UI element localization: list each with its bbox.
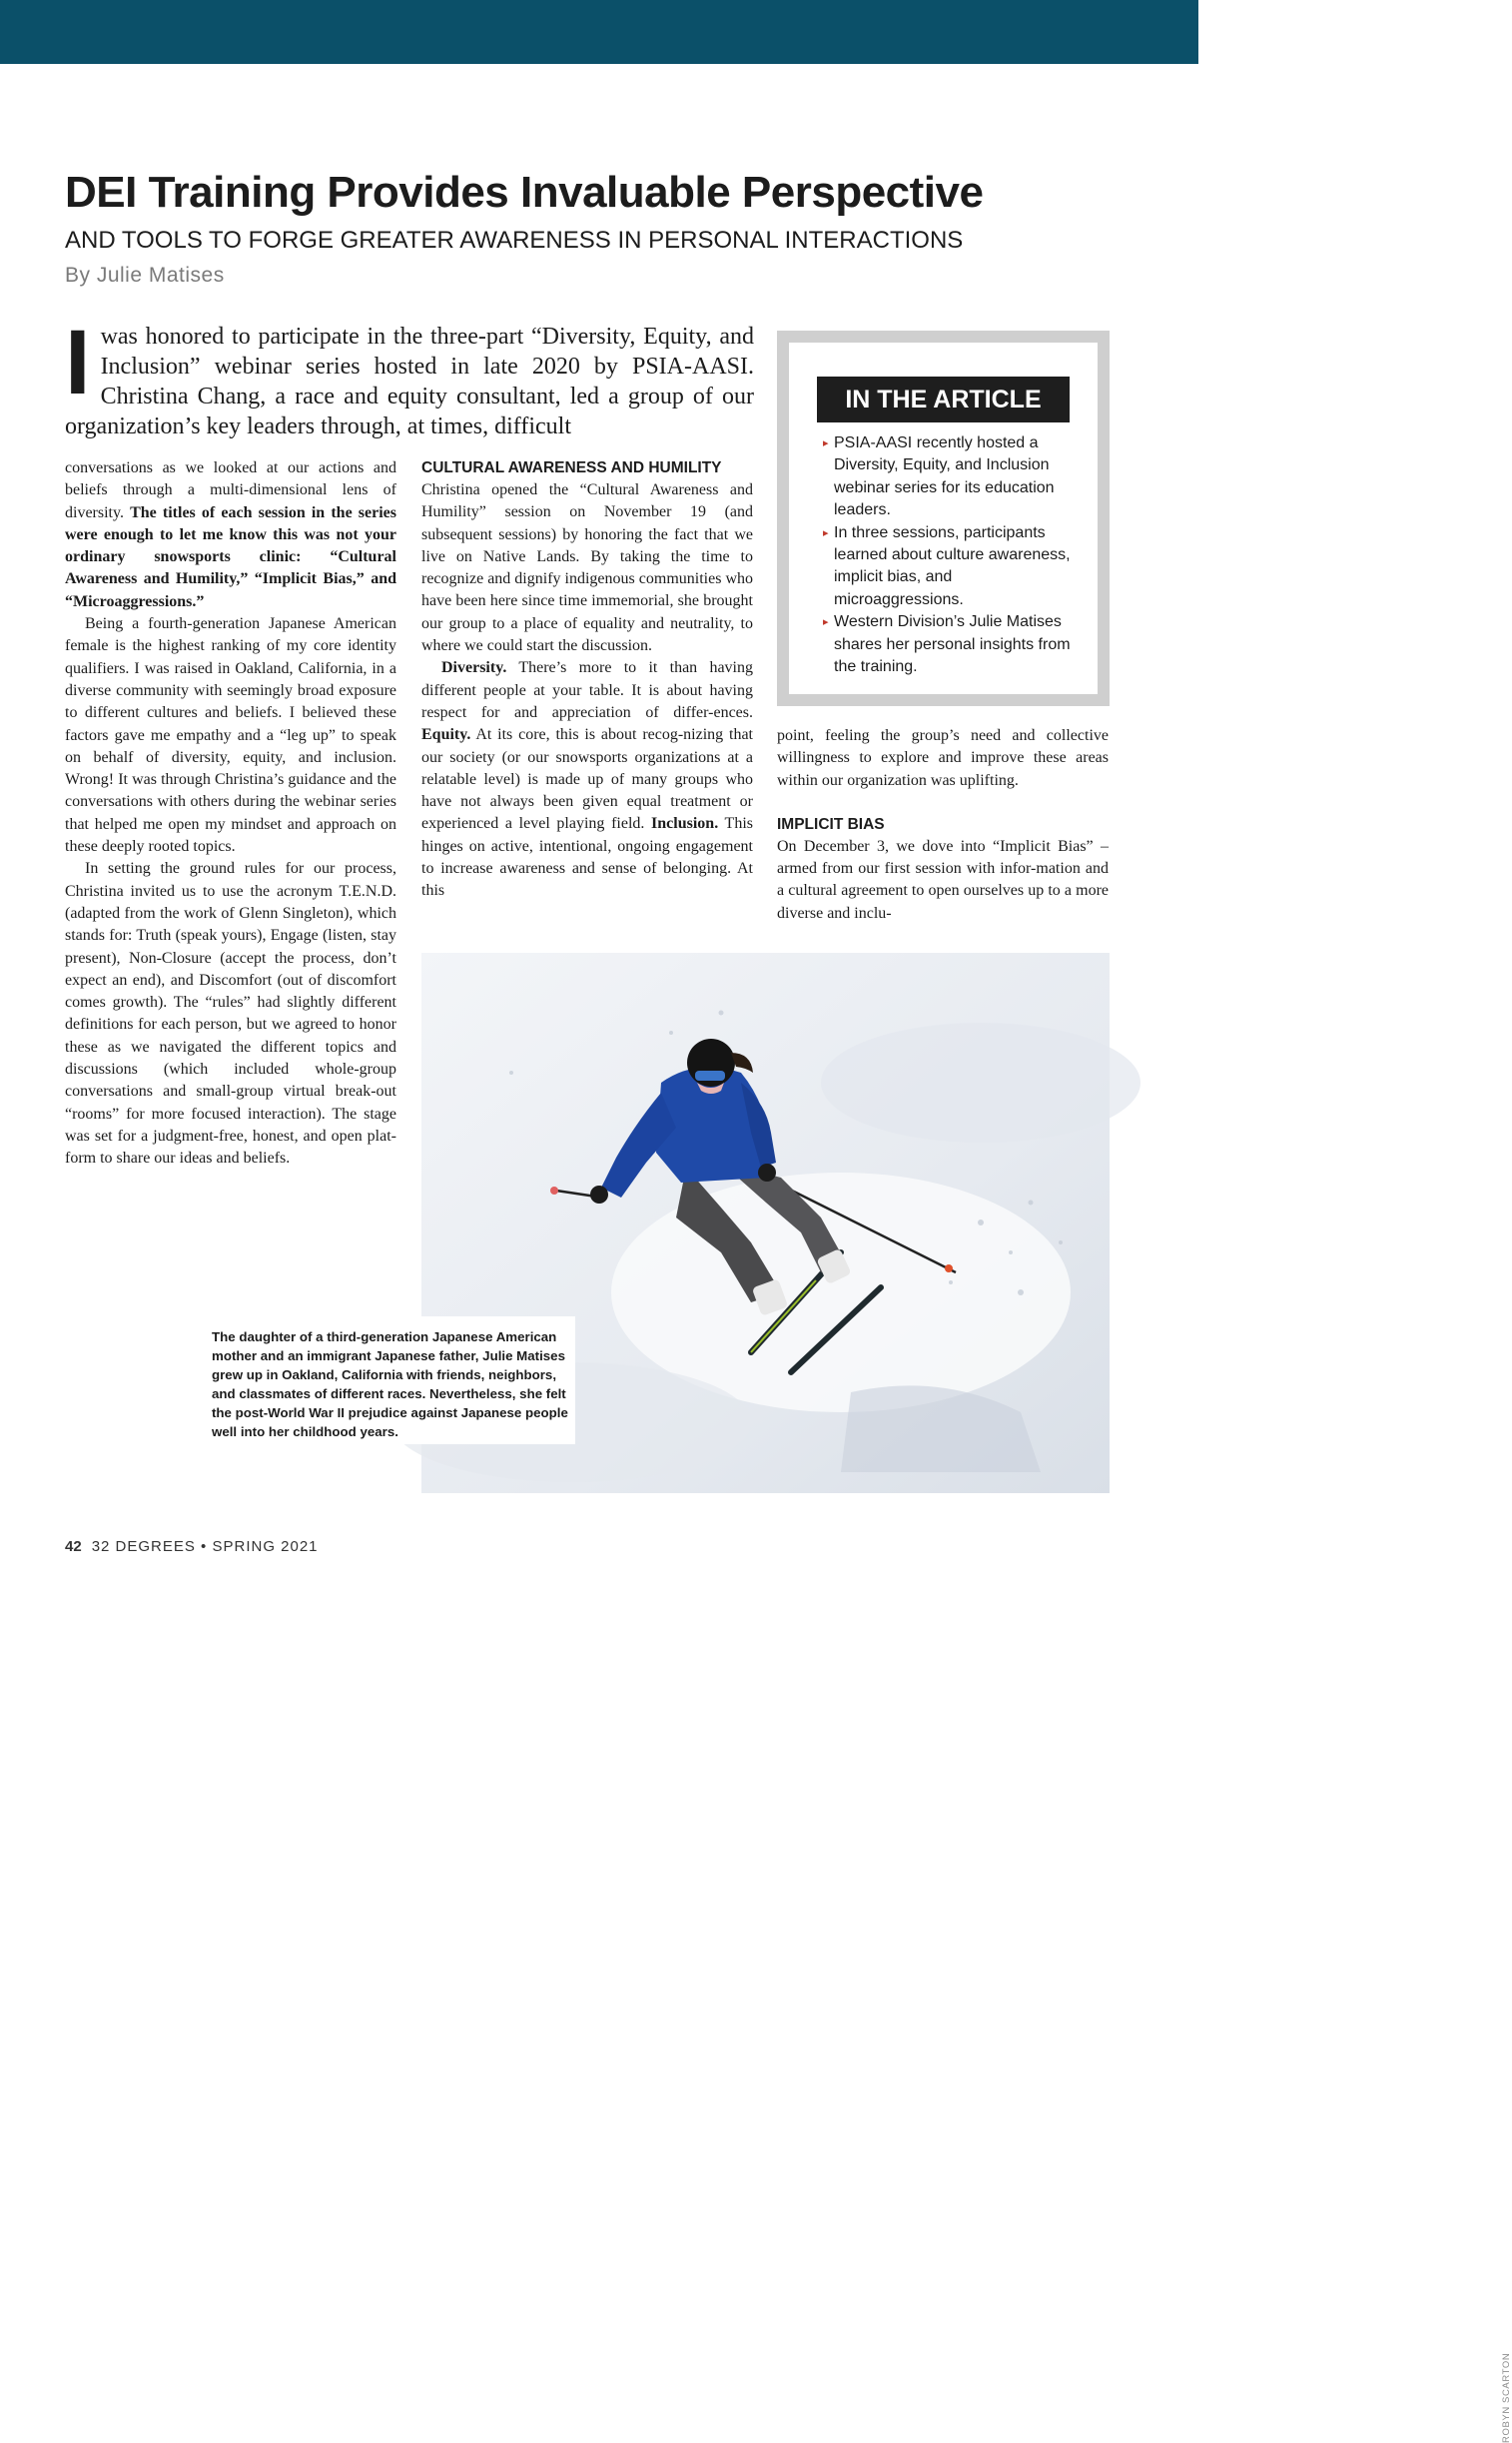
drop-cap: I <box>65 312 91 413</box>
section-heading: IMPLICIT BIAS <box>777 815 885 833</box>
paragraph <box>421 657 753 902</box>
column-2 <box>421 457 753 903</box>
sidebar-panel <box>789 343 1098 694</box>
sidebar-item: ▸ In three sessions, participants learned about culture awareness, implicit bias, and microaggressions. <box>823 522 1075 612</box>
lead-paragraph <box>65 312 754 441</box>
paragraph: On December 3, we dove into “Implicit Bias” – armed from our first session with infor-mation and a cultural agreement to open ourselves up to a more diverse and inclu- <box>777 837 1109 922</box>
paragraph-text: At its core, this is about recog-nizing that our society (or our snowsports organizations at a relatable level) is made up of many groups who have not always been given equal treatment or experienced a level playing field. <box>421 726 753 833</box>
paragraph-text: This hinges on active, intentional, ongoing engagement to increase awareness and sense of belonging. At this <box>421 815 753 900</box>
publication-info: 32 DEGREES • SPRING 2021 <box>91 1538 319 1555</box>
column-1 <box>65 457 396 1171</box>
header-bar <box>0 0 1198 64</box>
sidebar-item: ▸ PSIA-AASI recently hosted a Diversity, Equity, and Inclusion webinar series for its education leaders. <box>823 432 1075 522</box>
article-subtitle: AND TOOLS TO FORGE GREATER AWARENESS IN PERSONAL INTERACTIONS <box>65 227 964 254</box>
sidebar-list <box>823 432 1075 678</box>
page-number: 42 <box>65 1538 82 1555</box>
paragraph: point, feeling the group’s need and collective willingness to explore and improve these areas within our organization was uplifting. <box>777 727 1109 789</box>
paragraph: In setting the ground rules for our process, Christina invited us to use the acronym T.E.N.D. (adapted from the work of Glenn Singleton), which stands for: Truth (speak yours), Engage (listen, stay present), Non-Closure (accept the process, don’t expect an end), and Discomfort (out of discomfort comes growth). The “rules” had slightly different definitions for each person, but we agreed to honor these as we navigated the different topics and discussions (which included whole-group conversations and small-group virtual break-out “rooms” for more focused interaction). The stage was set for a judgment-free, honest, and open plat-form to share our ideas and beliefs. <box>65 860 396 1168</box>
lead-text: was honored to participate in the three-part “Diversity, Equity, and Inclusion” webinar series hosted in late 2020 by PSIA-AASI. Christina Chang, a race and equity consultant, led a group of our organization’s key leaders through, at times, difficult <box>65 324 754 439</box>
photo-caption: The daughter of a third-generation Japanese American mother and an immigrant Japanese father, Julie Matises grew up in Oakland, California with friends, neighbors, and classmates of different races. Nevertheless, she felt the post-World War II prejudice against Japanese people well into her childhood years. <box>204 1316 575 1444</box>
column-3 <box>777 725 1109 925</box>
article-title: DEI Training Provides Invaluable Perspective <box>65 168 984 217</box>
paragraph-text: There’s more to it than having different people at your table. It is about having respect for and appreciation of differ-ences. <box>421 659 753 721</box>
term-inclusion: Inclusion. <box>651 815 719 833</box>
term-diversity: Diversity. <box>441 659 507 677</box>
photo-credit: ROBYN SCARTON <box>1501 2352 1512 2443</box>
byline: By Julie Matises <box>65 264 225 287</box>
sidebar-item: ▸ Western Division’s Julie Matises shares her personal insights from the training. <box>823 611 1075 678</box>
page-footer <box>65 1538 319 1555</box>
bold-text: The titles of each session in the series were enough to let me know this was not your ordinary snowsports clinic: “Cultural Awareness and Humility,” “Implicit Bias,” and “Microaggressions.” <box>65 503 396 610</box>
section-heading: CULTURAL AWARENESS AND HUMILITY <box>421 459 722 476</box>
paragraph: Being a fourth-generation Japanese American female is the highest ranking of my core identity qualifiers. I was raised in Oakland, California, in a diverse community with seemingly broad exposure to different cultures and beliefs. I believed these factors gave me empathy and a “leg up” to speak on behalf of diversity, equity, and inclusion. Wrong! It was through Christina’s guidance and the conversations with others during the webinar series that helped me open my mindset and approach on these deeply rooted topics. <box>65 615 396 856</box>
paragraph <box>65 457 396 613</box>
paragraph-text: conversations as we looked at our actions and beliefs through a multi-dimensional lens of diversity. <box>65 459 396 521</box>
term-equity: Equity. <box>421 726 471 744</box>
in-the-article-sidebar <box>777 331 1110 706</box>
sidebar-heading: IN THE ARTICLE <box>817 377 1070 422</box>
paragraph: Christina opened the “Cultural Awareness and Humility” session on November 19 (and subsequent sessions) by honoring the fact that we live on Native Lands. By taking the time to recognize and dignify indigenous communities who have been here since time immemorial, she brought our group to a place of equality and neutrality, to where we could start the discussion. <box>421 481 753 655</box>
